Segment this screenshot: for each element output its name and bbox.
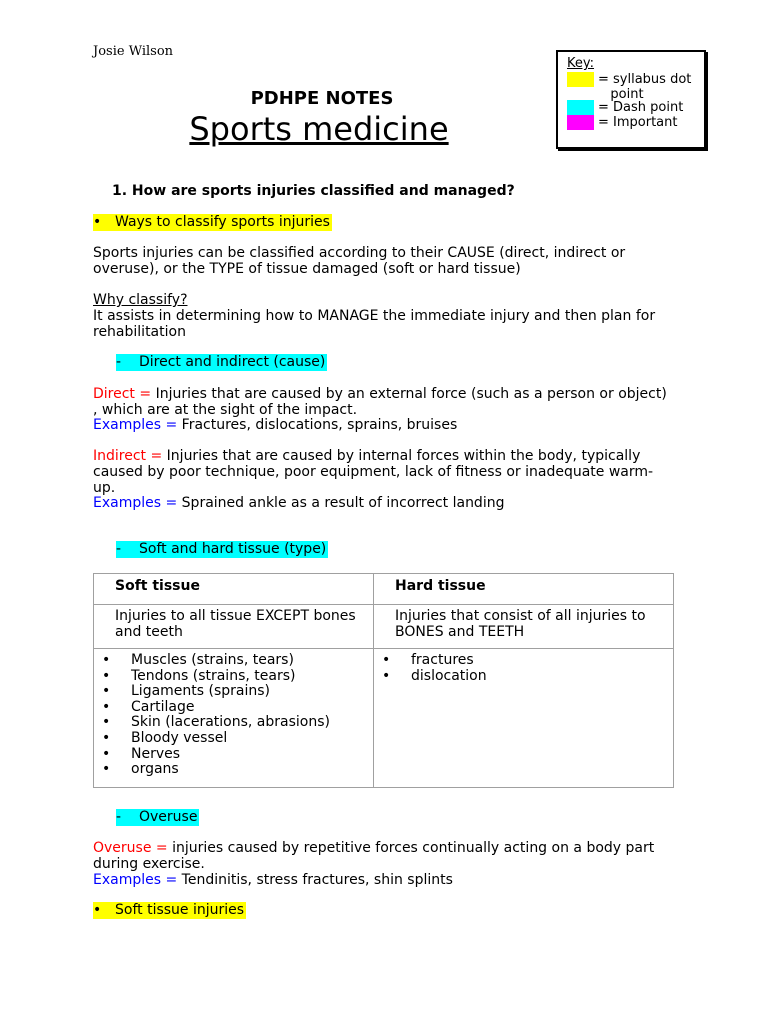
examples-label: Examples = [93,872,182,888]
table-row [94,649,674,788]
key-item-dash [567,100,683,115]
header-hard-tissue: Hard tissue [374,574,674,605]
paragraph-classification: Sports injuries can be classified according to their CAUSE (direct, indirect or overuse), or the TYPE of tissue damaged (soft or hard tissue) [93,245,626,277]
bullet-marker: • [93,902,102,918]
overuse-examples [93,872,673,888]
yellow-swatch [567,72,594,87]
dash-point-type [116,541,328,558]
key-item-label: = syllabus dot point [598,72,692,102]
list-item: • Muscles (strains, tears) [115,653,365,669]
soft-tissue-list-cell [94,649,374,788]
dash-text: Overuse [139,809,198,825]
list-item: • Nerves [115,747,365,763]
examples-text: Fractures, dislocations, sprains, bruises [181,417,458,433]
hard-tissue-definition: Injuries that consist of all injuries to BONES and TEETH [374,605,674,649]
overuse-text: injuries caused by repetitive forces continually acting on a body part during exercise. [93,840,655,872]
list-item: • dislocation [395,669,665,685]
indirect-text: Injuries that are caused by internal forces within the body, typically caused by poor technique, poor equipment, lack of fitness or inadequate warm-up. [93,448,654,496]
list-item: • Cartilage [115,700,365,716]
overuse-label: Overuse = [93,840,173,856]
bullet-marker: • [93,214,102,230]
question-heading: 1. How are sports injuries classified and managed? [112,183,515,199]
direct-examples [93,417,673,433]
list-item: • organs [115,762,365,778]
table-header-row [94,574,674,605]
list-item: • Skin (lacerations, abrasions) [115,715,365,731]
why-text: It assists in determining how to MANAGE the immediate injury and then plan for rehabilitation [93,308,656,340]
cyan-swatch [567,100,594,115]
dash-marker: - [116,541,122,557]
key-item-label: = Important [598,115,678,130]
table-row [94,605,674,649]
list-item: • Bloody vessel [115,731,365,747]
key-title: Key: [567,56,595,71]
key-item-label: = Dash point [598,100,684,115]
indirect-examples [93,495,673,511]
key-box [556,50,706,149]
dash-text: Soft and hard tissue (type) [139,541,327,557]
examples-text: Tendinitis, stress fractures, shin splints [181,872,453,888]
overuse-definition [93,840,673,872]
direct-definition [93,386,673,418]
hard-tissue-list [395,653,665,684]
direct-text: Injuries that are caused by an external force (such as a person or object) , which are at the sight of the impact. [93,386,667,418]
dash-text: Direct and indirect (cause) [139,354,326,370]
examples-label: Examples = [93,495,182,511]
indirect-label: Indirect = [93,448,167,464]
dash-point-overuse [116,809,199,826]
bullet-text: Ways to classify sports injuries [115,214,330,230]
hard-tissue-list-cell [374,649,674,788]
bullet-text: Soft tissue injuries [115,902,245,918]
examples-text: Sprained ankle as a result of incorrect landing [181,495,505,511]
list-item: • Ligaments (sprains) [115,684,365,700]
list-item: • Tendons (strains, tears) [115,669,365,685]
why-heading: Why classify? [93,292,188,308]
magenta-swatch [567,115,594,130]
examples-label: Examples = [93,417,182,433]
author-name: Josie Wilson [93,44,174,59]
syllabus-dot-point [93,214,332,231]
key-item-important [567,115,677,130]
page-title: Sports medicine [189,110,449,148]
syllabus-dot-point [93,902,246,919]
key-item-syllabus [567,72,692,102]
header-soft-tissue: Soft tissue [94,574,374,605]
dash-marker: - [116,354,122,370]
page-heading: PDHPE NOTES [250,88,394,109]
dash-point-cause [116,354,327,371]
list-item: • fractures [395,653,665,669]
tissue-table [93,573,674,788]
dash-marker: - [116,809,122,825]
direct-label: Direct = [93,386,156,402]
soft-tissue-list [115,653,365,778]
indirect-definition [93,448,673,496]
soft-tissue-definition: Injuries to all tissue EXCEPT bones and teeth [94,605,374,649]
